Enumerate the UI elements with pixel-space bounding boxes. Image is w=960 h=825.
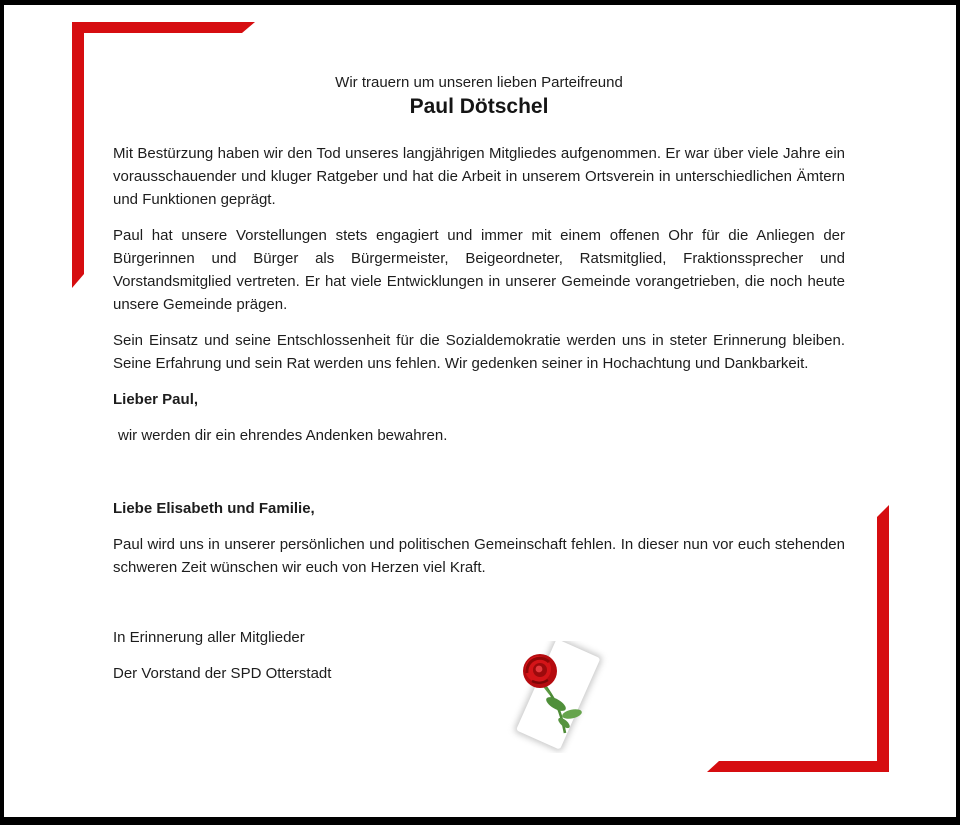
signature-line: Der Vorstand der SPD Otterstadt <box>113 665 332 682</box>
deceased-name: Paul Dötschel <box>409 95 549 118</box>
paul-tribute-line: wir werden dir ein ehrendes Andenken bewahren. <box>118 427 448 444</box>
family-paragraph: Paul wird uns in unserer persönlichen und politischen Gemeinschaft fehlen. In dieser nun vor euch stehenden schweren Zeit wünschen wir euch von Herzen viel Kraft. <box>113 536 845 576</box>
obituary-text <box>113 5 845 685</box>
career-paragraph: Paul hat unsere Vorstellungen stets engagiert und immer mit einem offenen Ohr für die Anliegen der Bürgerinnen und Bürger als Bürgermeister, Beigeordneter, Ratsmitglied, Fraktionssprecher und Vorstandsmitglied vertreten. Er hat viele Entwicklungen in unserer Gemeinde vorangetrieben, die noch heute unsere Gemeinde prägen. <box>113 227 845 313</box>
remembrance-paragraph: Sein Einsatz und seine Entschlossenheit für die Sozialdemokratie werden uns in steter Erinnerung bleiben. Seine Erfahrung und sein Rat werden uns fehlen. Wir gedenken seiner in Hochachtung und Dankbarkeit. <box>113 332 845 372</box>
rose-bloom <box>523 654 557 688</box>
memorial-line: In Erinnerung aller Mitglieder <box>113 629 305 646</box>
rose-card <box>513 641 603 752</box>
salutation-family: Liebe Elisabeth und Familie, <box>113 500 315 517</box>
rose-photo <box>502 641 612 753</box>
intro-line: Wir trauern um unseren lieben Parteifreund <box>335 74 623 91</box>
opening-paragraph: Mit Bestürzung haben wir den Tod unseres langjährigen Mitgliedes aufgenommen. Er war über viele Jahre ein vorausschauender und kluger Ratgeber und hat die Arbeit in unserem Ortsverein in unterschiedlichen Ämtern und Funktionen geprägt. <box>113 145 845 208</box>
salutation-paul: Lieber Paul, <box>113 391 199 408</box>
obituary-page <box>4 5 956 817</box>
